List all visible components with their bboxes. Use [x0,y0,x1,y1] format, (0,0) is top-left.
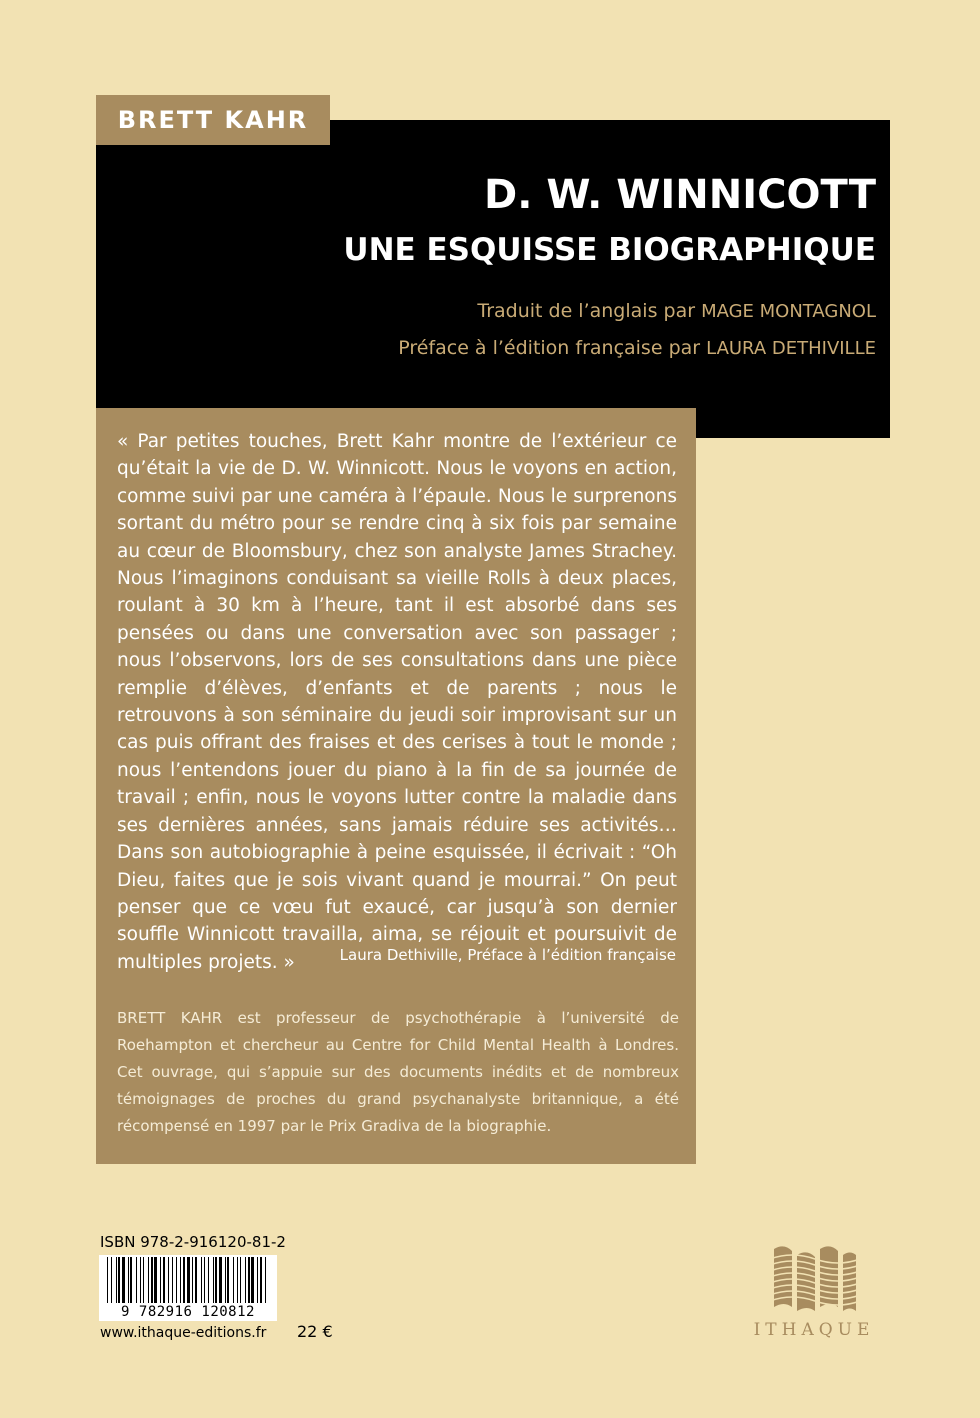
publisher-website: www.ithaque-editions.fr [100,1325,267,1341]
isbn-label: ISBN 978-2-916120-81-2 [100,1233,286,1251]
barcode [99,1255,277,1321]
price: 22 € [297,1322,333,1341]
translation-credit [477,300,876,322]
translation-prefix: Traduit de l’anglais par [477,300,702,322]
quote-attribution: Laura Dethiville, Préface à l’édition française [339,946,676,964]
book-subtitle: UNE ESQUISSE BIOGRAPHIQUE [343,232,876,268]
ithaque-logo-icon [770,1245,860,1317]
book-title: D. W. WINNICOTT [484,172,876,218]
author-bio: BRETT KAHR est professeur de psychothérapie à l’université de Roehampton et chercheur au Centre for Child Mental Health à Londres. Cet ouvrage, qui s’appuie sur des documents inédits et de nombreux témoignages de proches du grand psychanalyste britannique, a été récompensé en 1997 par le Prix Gradiva de la biographie. [117,1009,679,1135]
title-block [96,120,890,438]
barcode-bars [99,1255,277,1305]
preface-prefix: Préface à l’édition française par [398,337,707,359]
barcode-digits: 9 782916 120812 [99,1304,277,1320]
author-name: BRETT KAHR [96,95,330,145]
preface-author-name: LAURA DETHIVILLE [706,338,876,359]
translator-name: MAGE MONTAGNOL [701,301,876,322]
preface-credit [398,337,876,359]
publisher-name: ITHAQUE [753,1320,875,1340]
quote-text: « Par petites touches, Brett Kahr montre de l’extérieur ce qu’était la vie de D. W. Winnicott. Nous le voyons en action, comme suivi par une caméra à l’épaule. Nous le surprenons sortant du métro pour se rendre cinq à six fois par semaine au cœur de Bloomsbury, chez son analyste James Strachey. Nous l’imaginons conduisant sa vieille Rolls à deux places, roulant à 30 km à l’heure, tant il est absorbé dans ses pensées ou dans une conversation avec son passager ; nous l’observons, lors de ses consultations dans une pièce remplie d’élèves, d’enfants et de parents ; nous le retrouvons à son séminaire du jeudi soir improvisant sur un cas puis offrant des fraises et des cerises à tout le monde ; nous l’entendons jouer du piano à la fin de sa journée de travail ; enfin, nous le voyons lutter contre la maladie dans ses dernières années, sans jamais réduire ses activités… Dans son autobiographie à peine esquissée, il écrivait : “Oh Dieu, faites que je sois vivant quand je mourrai.” On peut penser que ce vœu fut exaucé, car jusqu’à son dernier souffle Winnicott travailla, aima, se réjouit et poursuivit de multiples projets. » [117,431,677,973]
